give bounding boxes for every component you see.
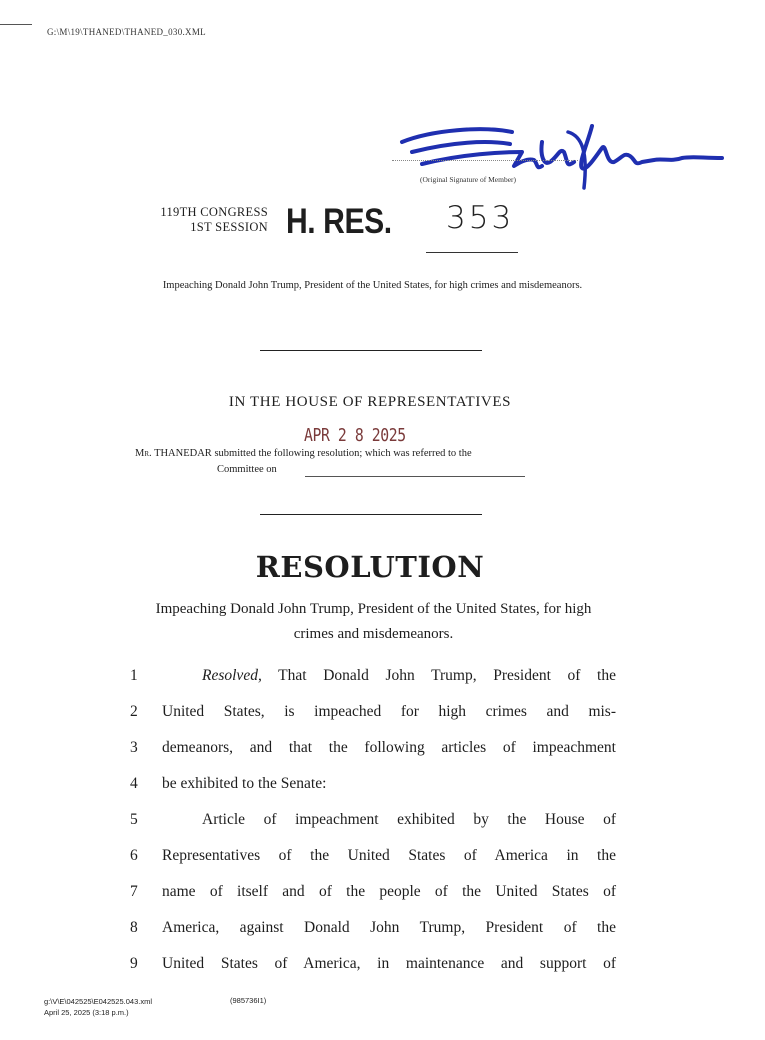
line-text: name of itself and of the people of the United States of: [162, 883, 616, 900]
corner-mark: [0, 24, 32, 25]
line-text: Representatives of the United States of America in the: [162, 847, 616, 864]
signature-line: [392, 160, 578, 161]
line-text: United States, is impeached for high crimes and mis-: [162, 703, 616, 720]
date-stamp: APR 2 8 2025: [304, 425, 406, 446]
footer-path: g:\V\E\042525\E042525.043.xml: [44, 997, 152, 1006]
line-number: 2: [130, 703, 138, 720]
divider: [260, 514, 482, 515]
line: [130, 700, 616, 736]
resolution-heading: RESOLUTION: [255, 550, 485, 584]
bill-type: H. RES.: [286, 202, 392, 241]
line-text: United States of America, in maintenance and support of: [162, 955, 616, 972]
line-text: America, against Donald John Trump, President of the: [162, 919, 616, 936]
line-text: [202, 664, 616, 688]
file-path: G:\M\19\THANED\THANED_030.XML: [47, 27, 206, 37]
line-content: That Donald John Trump, President of the: [278, 667, 616, 684]
line-number: 7: [130, 883, 138, 900]
line-text: be exhibited to the Senate:: [162, 775, 327, 792]
line-text: demeanors, and that the following articles of impeachment: [162, 739, 616, 756]
line-number: 3: [130, 739, 138, 756]
footer-file-info: [44, 996, 152, 1018]
line: [130, 916, 616, 952]
session-label: 1ST SESSION: [190, 220, 268, 234]
divider: [260, 350, 482, 351]
line-number: 1: [130, 667, 138, 684]
short-title: Impeaching Donald John Trump, President of the United States, for high crimes and misdemeanors.: [162, 280, 583, 291]
line: [130, 664, 616, 700]
line: [130, 772, 616, 808]
congress-label: 119TH CONGRESS: [160, 205, 268, 219]
line-number: 8: [130, 919, 138, 936]
footer-date: April 25, 2025 (3:18 p.m.): [44, 1008, 129, 1017]
congress-session: [128, 205, 268, 235]
line: [130, 736, 616, 772]
line: [130, 880, 616, 916]
bill-number: 353: [446, 200, 515, 236]
bill-number-line: [426, 252, 518, 253]
line-number: 9: [130, 955, 138, 972]
line-number: 6: [130, 847, 138, 864]
committee-blank: [305, 476, 525, 477]
resolved-lead: Resolved,: [202, 667, 262, 684]
signature-caption: (Original Signature of Member): [420, 175, 517, 184]
footer-code: (985736I1): [230, 996, 267, 1005]
chamber-heading: IN THE HOUSE OF REPRESENTATIVES: [228, 394, 512, 410]
committee-label: Committee on: [217, 464, 277, 475]
line-text: Article of impeachment exhibited by the House of: [202, 811, 616, 828]
line: [130, 844, 616, 880]
line: [130, 952, 616, 988]
line: [130, 808, 616, 844]
introduction-text: submitted the following resolution; which was referred to the: [214, 448, 472, 459]
line-number: 4: [130, 775, 138, 792]
resolution-body: [130, 664, 616, 988]
purpose: Impeaching Donald John Trump, President of the United States, for high crimes and misdemeanors.: [155, 601, 592, 642]
line-number: 5: [130, 811, 138, 828]
sponsor: Mr. THANEDAR: [135, 448, 212, 459]
introduction: [135, 446, 610, 462]
